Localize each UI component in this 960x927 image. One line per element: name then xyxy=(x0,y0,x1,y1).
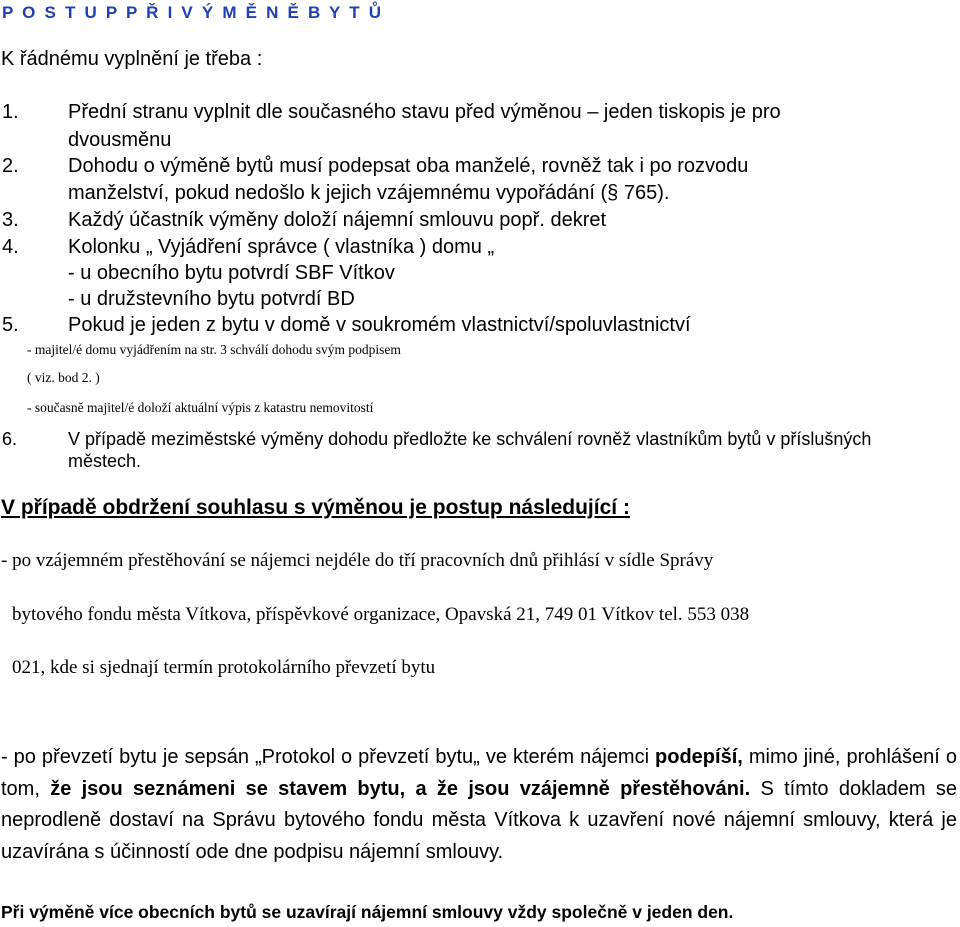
final-note: Při výměně více obecních bytů se uzavírají nájemní smlouvy vždy společně v jeden den. xyxy=(1,902,734,922)
subtitle: K řádnému vyplnění je třeba : xyxy=(1,48,263,70)
page-title: P O S T U P P Ř I V Ý M Ě N Ě B Y T Ů xyxy=(2,3,384,22)
paragraph-line: bytového fondu města Vítkova, příspěvkové organizace, Opavská 21, 749 01 Vítkov tel. 553 038 xyxy=(12,604,750,625)
paragraph-line: - po vzájemném přestěhování se nájemci nejdéle do tří pracovních dnů přihlásí v sídle Správy xyxy=(1,550,714,571)
note-line: - majitel/é domu vyjádřením na str. 3 schválí dohodu svým podpisem xyxy=(27,342,401,357)
paragraph-line: 021, kde si sjednají termín protokolárního převzetí bytu xyxy=(12,657,436,678)
note-line: ( viz. bod 2. ) xyxy=(27,370,100,385)
section-heading: V případě obdržení souhlasu s výměnou je postup následující : xyxy=(1,496,630,519)
note-line: - současně majitel/é doloží aktuální výpis z katastru nemovitostí xyxy=(27,400,374,415)
protocol-paragraph: - po převzetí bytu je sepsán „Protokol o převzetí bytu„ ve kterém nájemci podepíší, mimo jiné, prohlášení o tom, že jsou seznámeni se stavem bytu, a že jsou vzájemně přestěhováni. S tímto dokladem se neprodleně dostaví na Správu bytového fondu města Vítkova k uzavření nové nájemní smlouvy, která je uzavírána s účinností ode dne podpisu nájemní smlouvy. xyxy=(1,746,957,864)
